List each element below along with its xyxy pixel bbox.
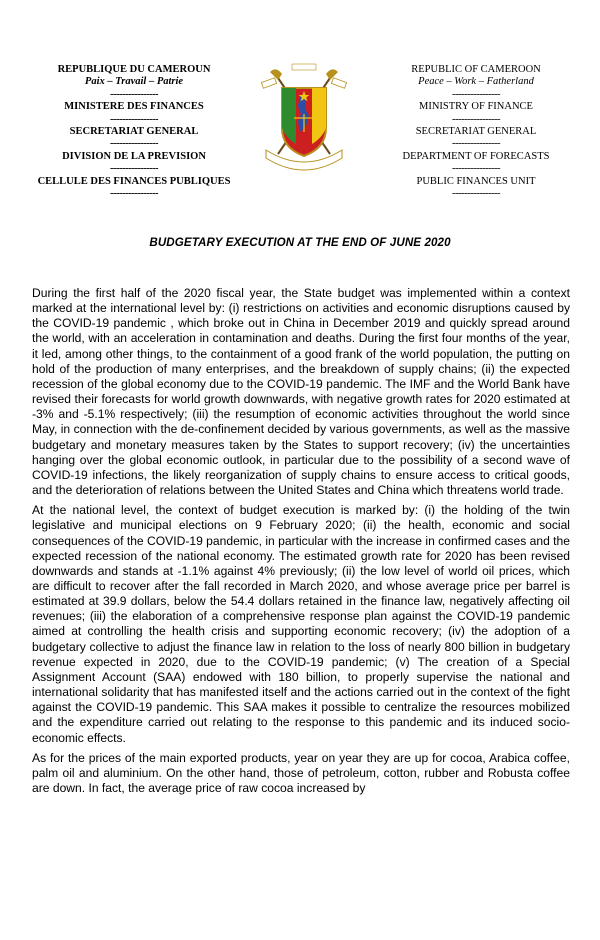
document-body	[32, 286, 570, 801]
country-name-en: REPUBLIC OF CAMEROON	[411, 64, 541, 75]
secretariat-fr: SECRETARIAT GENERAL	[69, 126, 199, 138]
separator: ----------------	[452, 138, 500, 150]
separator: ----------------	[452, 163, 500, 175]
unit-en: PUBLIC FINANCES UNIT	[416, 175, 536, 187]
paragraph-national-context: At the national level, the context of budget execution is marked by: (i) the holding of the twin legislative and municipal elections on 9 February 2020; (ii) the health, economic and social consequences of the COVID-19 pandemic, in particular with the increase in confirmed cases and the expected recession of the national economy. The estimated growth rate for 2020 has been revised downwards and stands at -1.1% against 4% previously; (ii) the low level of world oil prices, which are difficult to recover after the fall recorded in March 2020, and whose average price per barrel is estimated at 39.9 dollars, below the 54.4 dollars retained in the finance law, negatively affecting oil revenues; (iii) the elaboration of a comprehensive response plan against the COVID-19 pandemic aimed at controlling the health crisis and supporting economic recovery; (iv) the adoption of a budgetary collective to adjust the finance law in relation to the loss of nearly 800 billion in budgetary revenue expected in 2020, due to the COVID-19 pandemic; (v) The creation of a Special Assignment Account (SAA) endowed with 180 billion, to properly supervise the national and international solidarity that has manifested itself and the actions carried out in the context of the fight against the COVID-19 pandemic. This SAA makes it possible to centralize the resources mobilized and the expenditure carried out relating to the response to this pandemic and its induced socio-economic effects.	[32, 503, 570, 745]
separator: ----------------	[452, 188, 500, 200]
country-name-fr: REPUBLIQUE DU CAMEROUN	[57, 64, 211, 75]
paragraph-international-context: During the first half of the 2020 fiscal year, the State budget was implemented within a context marked at the international level by: (i) restrictions on activities and economic disruptions caused by the COVID-19 pandemic , which broke out in China in December 2019 and quickly spread around the world, with an acceleration in contamination and deaths. During the first four months of the year, it led, among other things, to the containment of a good frank of the world population, the putting on hold of the production of many enterprises, and the breakdown of supply chains; (ii) the expected recession of the global economy due to the COVID-19 pandemic. The IMF and the World Bank have revised their forecasts for world growth downwards, with negative growth rates for 2020 estimated at -3% and -5.1% respectively; (iii) the resumption of economic activities throughout the world since May, in connection with the de-confinement decided by various governments, as well as the massive budgetary and monetary measures taken by the States to support recovery; (iv) the uncertainties hanging over the global economic outlook, in particular due to the possibility of a second wave of COVID-19 infections, the likely reorganization of supply chains to ensure access to critical goods, and the deterioration of relations between the United States and China which threatens world trade.	[32, 286, 570, 498]
separator: ----------------	[110, 163, 158, 175]
secretariat-en: SECRETARIAT GENERAL	[415, 126, 537, 138]
separator: ----------------	[452, 113, 500, 125]
motto-en: Peace – Work – Fatherland	[418, 76, 534, 88]
separator: ----------------	[452, 88, 500, 100]
header-left-block	[24, 64, 244, 200]
ministry-en: MINISTRY OF FINANCE	[419, 101, 533, 113]
header-right-block	[366, 64, 586, 200]
coat-of-arms-emblem	[256, 58, 352, 176]
motto-fr: Paix – Travail – Patrie	[84, 76, 184, 88]
ministry-fr: MINISTERE DES FINANCES	[64, 101, 204, 113]
division-en: DEPARTMENT OF FORECASTS	[402, 150, 550, 162]
document-title: BUDGETARY EXECUTION AT THE END OF JUNE 2020	[149, 236, 451, 249]
division-fr: DIVISION DE LA PREVISION	[62, 150, 206, 162]
paragraph-export-prices: As for the prices of the main exported products, year on year they are up for cocoa, Arabica coffee, palm oil and aluminium. On the other hand, those of petroleum, cotton, rubber and Robusta coffee are down. In fact, the average price of raw cocoa increased by	[32, 750, 570, 795]
separator: ----------------	[110, 138, 158, 150]
separator: ----------------	[110, 88, 158, 100]
separator: ----------------	[110, 113, 158, 125]
coat-of-arms-icon	[256, 58, 352, 176]
unit-fr: CELLULE DES FINANCES PUBLIQUES	[37, 175, 231, 187]
separator: ----------------	[110, 188, 158, 200]
